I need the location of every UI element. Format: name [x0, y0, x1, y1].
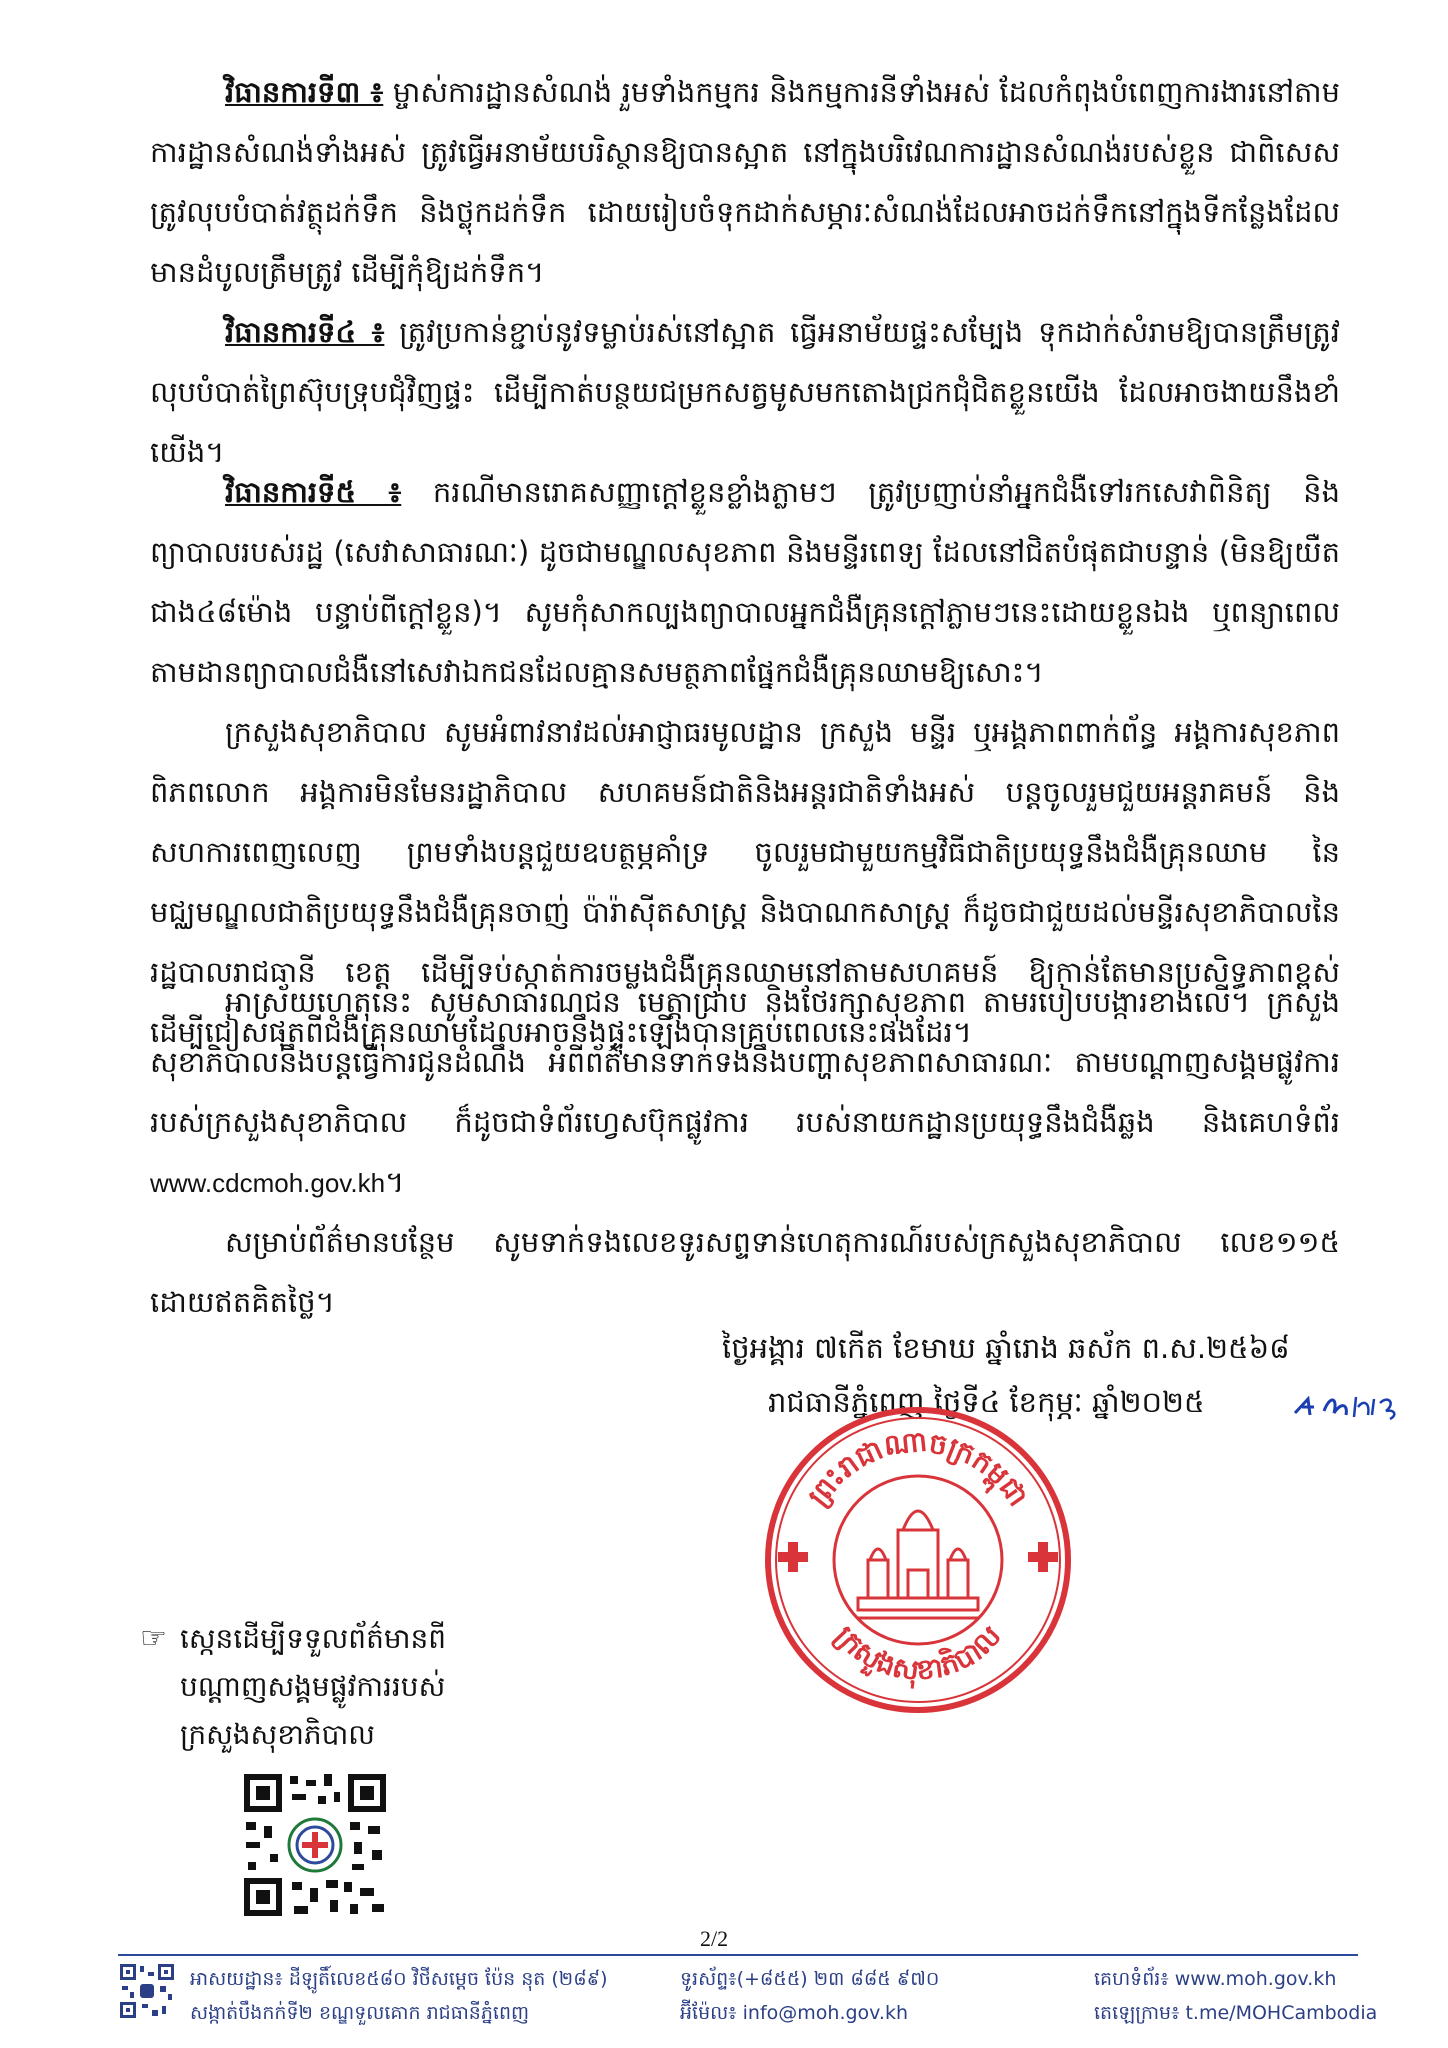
- page-number: 2/2: [700, 1926, 729, 1951]
- footer-address-line-1: អាសយដ្ឋាន៖ ដីឡូតិ៍លេខ៥៨០ វិថីសម្ដេច ប៉ែន នុត (២៨៩): [190, 1968, 608, 1990]
- footer-address-line-2: សង្កាត់បឹងកក់ទី២ ខណ្ឌទួលគោក រាជធានីភ្នំពេញ: [190, 2002, 530, 2024]
- seal-top-text: ព្រះរាជាណាចក្រកម្ពុជា: [801, 1424, 1035, 1513]
- qr-caption-line-1: ស្កេនដើម្បីទទួលព័ត៌មានពី: [180, 1622, 447, 1655]
- handwritten-initials: [1290, 1385, 1400, 1425]
- qr-caption: [140, 1615, 446, 1759]
- seal-red-cross-left: [778, 1542, 808, 1572]
- footer-divider: [118, 1954, 1358, 1956]
- social-media-qr-code[interactable]: [240, 1770, 390, 1920]
- seal-bottom-text: ក្រសួងសុខាភិបាល: [828, 1619, 1008, 1687]
- strategy-3-text: ម្ចាស់ការដ្ឋានសំណង់ រួមទាំងកម្មករ និងកម្មការនីទាំងអស់ ដែលកំពុងបំពេញការងារនៅតាមការដ្ឋានសំណង់ទាំងអស់ ត្រូវធ្វើអនាម័យបរិស្ថានឱ្យបានស្អាត នៅក្នុងបរិវេណការដ្ឋានសំណង់របស់ខ្លួន ជាពិសេសត្រូវលុបបំបាត់វត្ថុដក់ទឹក និងថ្លុកដក់ទឹក ដោយរៀបចំទុកដាក់សម្ភារៈសំណង់ដែលអាចដក់ទឹកនៅក្នុងទីកន្លែងដែលមានដំបូលត្រឹមត្រូវ ដើម្បីកុំឱ្យដក់ទឹក។: [150, 75, 1340, 289]
- footer-website[interactable]: គេហទំព័រ៖ www.moh.gov.kh: [1094, 1968, 1337, 1990]
- strategy-4-paragraph: [150, 302, 1340, 482]
- lunar-date: ថ្ងៃអង្គារ ៧កើត ខែមាឃ ឆ្នាំរោង ឆស័ក ព.ស.២៥៦៨: [722, 1331, 1290, 1365]
- footer-qr-code[interactable]: [118, 1962, 176, 2020]
- seal-red-cross-right: [1028, 1542, 1058, 1572]
- strategy-5-label: វិធានការទី៥ ៖: [225, 475, 402, 509]
- footer-email[interactable]: អ៊ីម៉ែល៖ info@moh.gov.kh: [680, 2002, 909, 2024]
- footer-telegram[interactable]: តេឡេក្រាម៖ t.me/MOHCambodia: [1094, 2002, 1378, 2024]
- conclusion-end: ។: [385, 1165, 405, 1199]
- cdc-website-link[interactable]: www.cdcmoh.gov.kh: [150, 1168, 386, 1198]
- strategy-3-paragraph: [150, 62, 1340, 302]
- solar-date: រាជធានីភ្នំពេញ ថ្ងៃទី៤ ខែកុម្ភៈ ឆ្នាំ២០២៥: [768, 1385, 1205, 1419]
- strategy-5-text: ករណីមានរោគសញ្ញាក្ដៅខ្លួនខ្លាំងភ្លាមៗ ត្រូវប្រញាប់នាំអ្នកជំងឺទៅរកសេវាពិនិត្យ និងព្យាបាលរបស់រដ្ឋ (សេវាសាធារណៈ) ដូចជាមណ្ឌលសុខភាព និងមន្ទីរពេទ្យ ដែលនៅជិតបំផុតជាបន្ទាន់ (មិនឱ្យយឺតជាង៤៨ម៉ោង បន្ទាប់ពីក្ដៅខ្លួន)។ សូមកុំសាកល្បងព្យាបាលអ្នកជំងឺគ្រុនក្ដៅភ្លាមៗនេះដោយខ្លួនឯង ឬពន្យាពេលតាមដានព្យាបាលជំងឺនៅសេវាឯកជនដែលគ្មានសមត្ថភាពផ្នែកជំងឺគ្រុនឈាមឱ្យសោះ។: [150, 475, 1340, 689]
- strategy-5-paragraph: [150, 462, 1340, 702]
- pointing-hand-icon: ☞: [140, 1621, 167, 1656]
- angkor-temple-icon: [858, 1511, 978, 1618]
- strategy-3-label: វិធានការទី៣ ៖: [225, 75, 384, 109]
- qr-caption-line-3: ក្រសួងសុខាភិបាល: [180, 1718, 375, 1751]
- conclusion-paragraph: [150, 972, 1340, 1213]
- conclusion-text: អាស្រ័យហេតុនេះ សូមសាធារណជន មេត្តាជ្រាប និងថែរក្សាសុខភាព តាមរបៀបបង្ការខាងលើ។ ក្រសួងសុខាភិបាលនឹងបន្តធ្វើការជូនដំណឹង អំពីព័ត៌មានទាក់ទងនឹងបញ្ហាសុខភាពសាធារណៈ តាមបណ្ដាញសង្គមផ្លូវការរបស់ក្រសួងសុខាភិបាល ក៏ដូចជាទំព័រហ្វេសប៊ុកផ្លូវការ របស់នាយកដ្ឋានប្រយុទ្ធនឹងជំងឺឆ្លង និងគេហទំព័រ: [150, 985, 1340, 1139]
- footer-contact: [680, 1962, 939, 2030]
- footer-phone: ទូរស័ព្ទ៖(+៨៥៥) ២៣ ៨៨៥ ៩៧០: [680, 1968, 940, 1990]
- strategy-4-label: វិធានការទី៤ ៖: [225, 315, 385, 349]
- ministry-seal-icon: [758, 1400, 1078, 1720]
- svg-text:ក្រសួងសុខាភិបាល: [828, 1619, 1008, 1690]
- strategy-4-text: ត្រូវប្រកាន់ខ្ជាប់នូវទម្លាប់រស់នៅស្អាត ធ្វើអនាម័យផ្ទះសម្បែង ទុកដាក់សំរាមឱ្យបានត្រឹមត្រូវ លុបបំបាត់ព្រៃស៊ុបទ្រុបជុំវិញផ្ទះ ដើម្បីកាត់បន្ថយជម្រកសត្វមូសមកតោងជ្រកជុំជិតខ្លួនយើង ដែលអាចងាយនឹងខាំយើង។: [150, 315, 1340, 469]
- hotline-paragraph: សម្រាប់ព័ត៌មានបន្ថែម សូមទាក់ទងលេខទូរសព្ទទាន់ហេតុការណ៍របស់ក្រសួងសុខាភិបាល លេខ១១៥ ដោយឥតគិតថ្លៃ។: [150, 1225, 1340, 1319]
- appeal-paragraph: ក្រសួងសុខាភិបាល សូមអំពាវនាវដល់អាជ្ញាធរមូលដ្ឋាន ក្រសួង មន្ទីរ ឬអង្គភាពពាក់ព័ន្ធ អង្គការសុខភាពពិភពលោក អង្គការមិនមែនរដ្ឋាភិបាល សហគមន៍ជាតិនិងអន្តរជាតិទាំងអស់ បន្តចូលរួមជួយអន្តរាគមន៍ និងសហការពេញលេញ ព្រមទាំងបន្តជួយឧបត្ថម្ភគាំទ្រ ចូលរួមជាមួយកម្មវិធីជាតិប្រយុទ្ធនឹងជំងឺគ្រុនឈាម នៃមជ្ឈមណ្ឌលជាតិប្រយុទ្ធនឹងជំងឺគ្រុនចាញ់ ប៉ារ៉ាស៊ីតសាស្ត្រ និងបាណកសាស្ត្រ ក៏ដូចជាជួយដល់មន្ទីរសុខាភិបាលនៃរដ្ឋបាលរាជធានី ខេត្ត ដើម្បីទប់ស្កាត់ការចម្លងជំងឺគ្រុនឈាមនៅតាមសហគមន៍ ឱ្យកាន់តែមានប្រសិទ្ធភាពខ្ពស់ ដើម្បីជៀសផុតពីជំងឺគ្រុនឈាមដែលអាចនឹងផ្ទុះឡើងបានគ្រប់ពេលនេះផងដែរ។: [150, 715, 1340, 1049]
- footer-address: [190, 1962, 608, 2030]
- qr-caption-line-2: បណ្ដាញសង្គមផ្លូវការរបស់: [180, 1670, 446, 1703]
- footer-web: [1094, 1962, 1377, 2030]
